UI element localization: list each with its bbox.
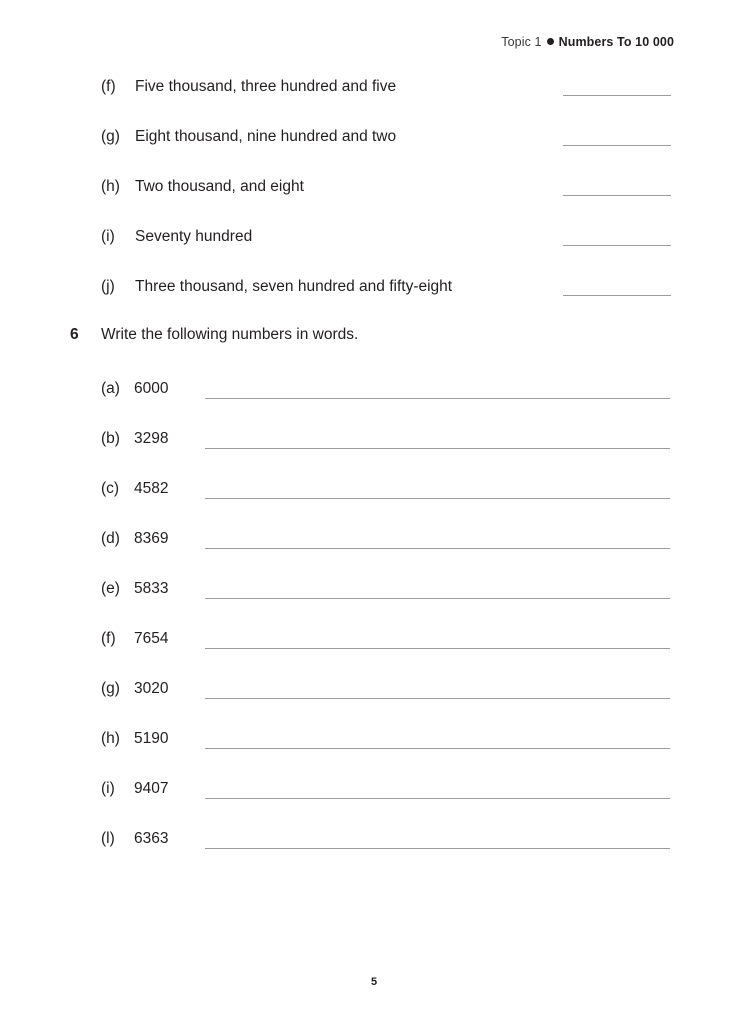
list-item <box>0 526 748 576</box>
bullet-icon <box>547 38 554 45</box>
item-label: (i) <box>101 780 115 797</box>
item-label: (b) <box>101 430 120 447</box>
answer-blank-line[interactable] <box>563 295 671 296</box>
item-text: Seventy hundred <box>135 228 253 245</box>
question-number: 6 <box>70 326 79 343</box>
item-label: (h) <box>101 730 120 747</box>
item-label: (a) <box>101 380 120 397</box>
item-label: (f) <box>101 630 116 647</box>
page-number: 5 <box>370 976 378 988</box>
question-6-list <box>0 376 748 876</box>
item-text: Two thousand, and eight <box>135 178 304 195</box>
item-number-value: 7654 <box>134 630 169 647</box>
question-6-heading <box>0 326 748 352</box>
answer-blank-line[interactable] <box>205 748 670 749</box>
running-header <box>0 34 674 50</box>
item-number-value: 6000 <box>134 380 169 397</box>
item-number-value: 3020 <box>134 680 169 697</box>
item-text: Eight thousand, nine hundred and two <box>135 128 397 145</box>
item-text: Five thousand, three hundred and five <box>135 78 397 95</box>
question-instruction: Write the following numbers in words. <box>101 326 359 343</box>
answer-blank-line[interactable] <box>563 195 671 196</box>
answer-blank-line[interactable] <box>205 848 670 849</box>
item-number-value: 9407 <box>134 780 169 797</box>
answer-blank-line[interactable] <box>205 448 670 449</box>
header-topic-title: Numbers To 10 000 <box>558 35 674 49</box>
list-item <box>0 776 748 826</box>
list-item <box>0 272 748 322</box>
item-number-value: 5190 <box>134 730 169 747</box>
list-item <box>0 476 748 526</box>
item-label: (l) <box>101 830 115 847</box>
answer-blank-line[interactable] <box>205 798 670 799</box>
item-label: (h) <box>101 178 120 195</box>
item-label: (j) <box>101 278 115 295</box>
item-number-value: 3298 <box>134 430 169 447</box>
header-topic-label: Topic 1 <box>501 35 542 49</box>
item-label: (e) <box>101 580 120 597</box>
item-label: (i) <box>101 228 115 245</box>
list-item <box>0 426 748 476</box>
continued-question-list <box>0 72 748 322</box>
answer-blank-line[interactable] <box>205 498 670 499</box>
page-footer <box>0 972 748 990</box>
list-item <box>0 222 748 272</box>
list-item <box>0 676 748 726</box>
item-label: (c) <box>101 480 120 497</box>
item-label: (f) <box>101 78 116 95</box>
item-number-value: 4582 <box>134 480 169 497</box>
answer-blank-line[interactable] <box>205 698 670 699</box>
list-item <box>0 626 748 676</box>
list-item <box>0 172 748 222</box>
item-number-value: 6363 <box>134 830 169 847</box>
answer-blank-line[interactable] <box>205 598 670 599</box>
answer-blank-line[interactable] <box>563 145 671 146</box>
item-text: Three thousand, seven hundred and fifty-eight <box>135 278 453 295</box>
answer-blank-line[interactable] <box>563 245 671 246</box>
list-item <box>0 826 748 876</box>
list-item <box>0 376 748 426</box>
answer-blank-line[interactable] <box>205 648 670 649</box>
answer-blank-line[interactable] <box>205 548 670 549</box>
item-label: (g) <box>101 128 120 145</box>
item-number-value: 5833 <box>134 580 169 597</box>
item-label: (d) <box>101 530 120 547</box>
answer-blank-line[interactable] <box>205 398 670 399</box>
list-item <box>0 72 748 122</box>
list-item <box>0 576 748 626</box>
answer-blank-line[interactable] <box>563 95 671 96</box>
item-number-value: 8369 <box>134 530 169 547</box>
list-item <box>0 122 748 172</box>
item-label: (g) <box>101 680 120 697</box>
list-item <box>0 726 748 776</box>
